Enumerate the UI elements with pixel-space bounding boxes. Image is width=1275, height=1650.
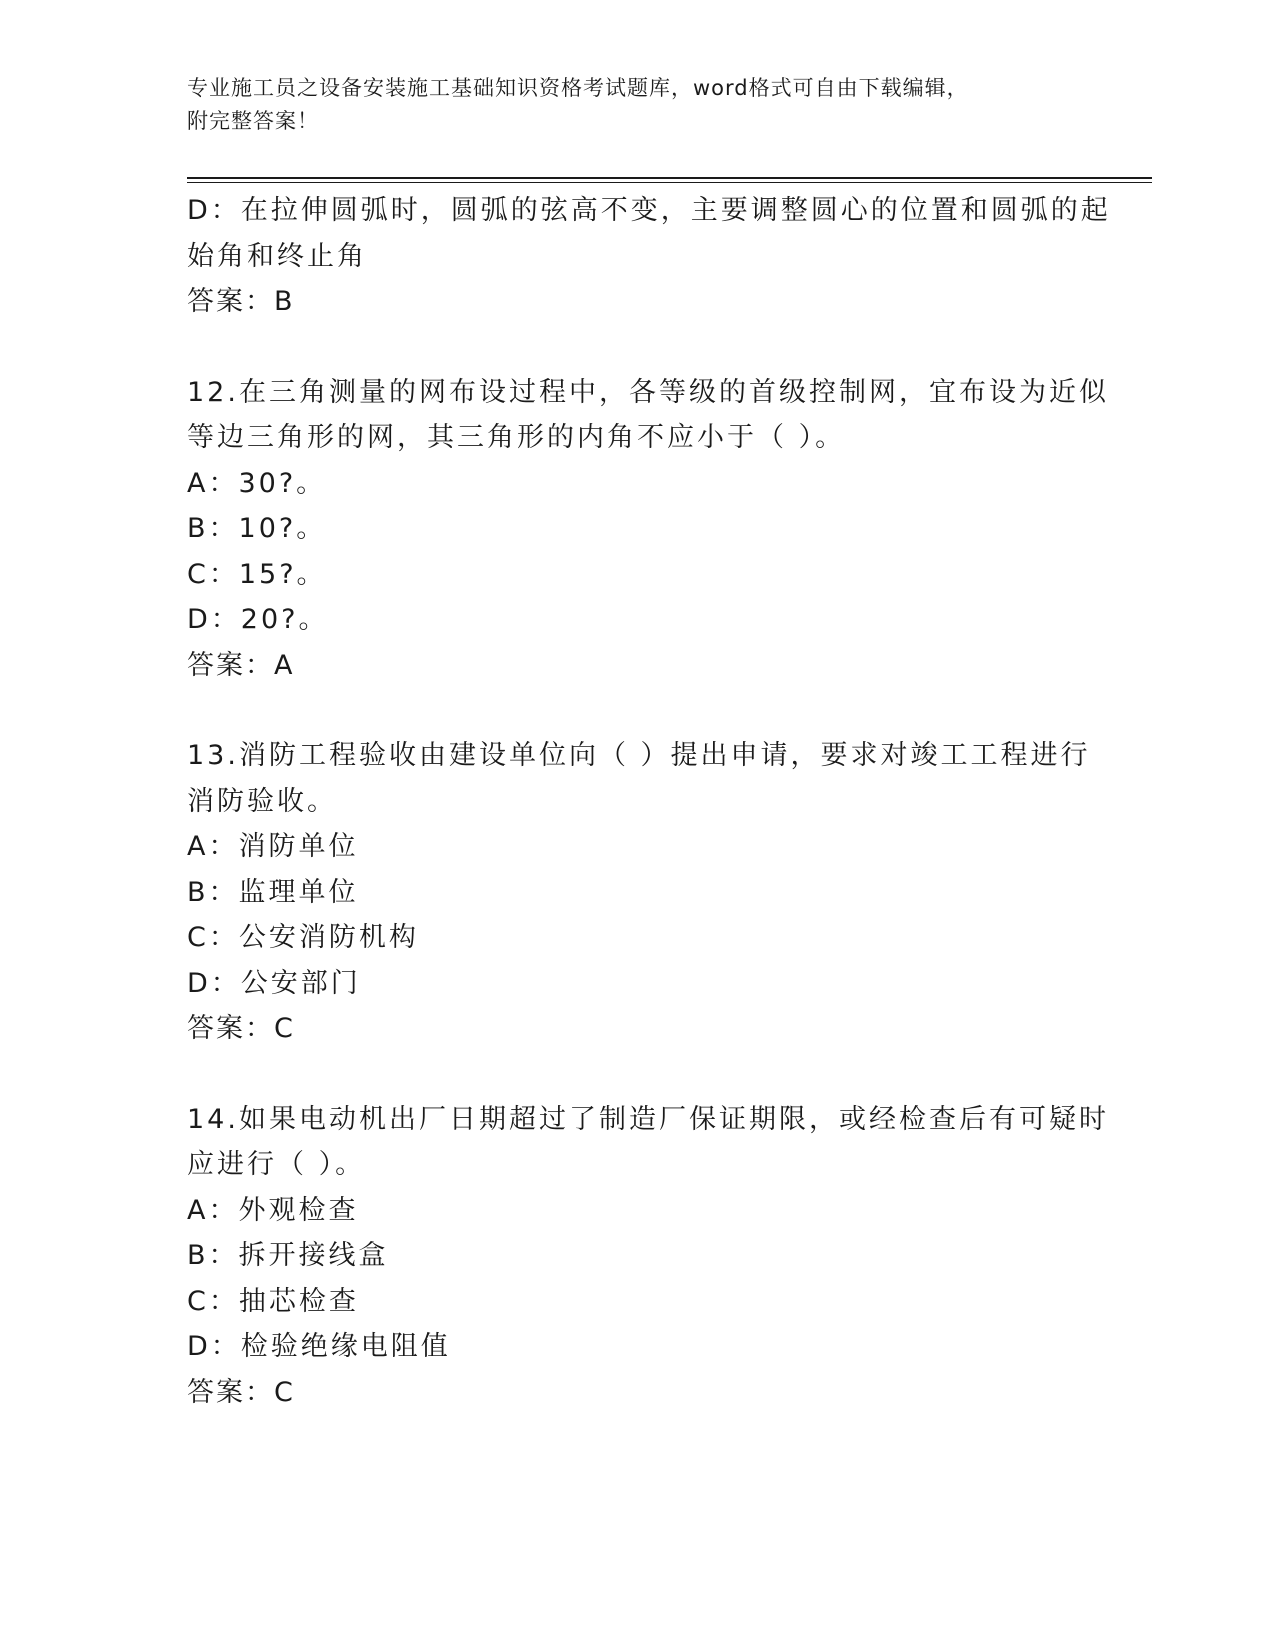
question-stem-line-1: 12.在三角测量的网布设过程中，各等级的首级控制网，宜布设为近似: [187, 376, 1109, 408]
option-a: A：外观检查: [187, 1194, 359, 1226]
option-b: B：监理单位: [187, 876, 359, 908]
option-d-line-1: D：在拉伸圆弧时，圆弧的弦高不变，主要调整圆心的位置和圆弧的起: [187, 195, 1111, 226]
question-stem-line-1: 13.消防工程验收由建设单位向（ ）提出申请，要求对竣工工程进行: [187, 740, 1091, 771]
answer-line: 答案：A: [187, 649, 295, 681]
header-title-line-1: 专业施工员之设备安装施工基础知识资格考试题库，word格式可自由下载编辑，: [187, 76, 969, 100]
document-body: [187, 188, 1111, 1415]
option-b: B：拆开接线盒: [187, 1240, 389, 1271]
spacer: [187, 688, 1087, 733]
header-title-line-2: 附完整答案！: [187, 109, 319, 133]
option-c: C：公安消防机构: [187, 922, 419, 953]
answer-line: 答案：C: [187, 1376, 295, 1408]
question-stem-line-1: 14.如果电动机出厂日期超过了制造厂保证期限，或经检查后有可疑时: [187, 1103, 1109, 1135]
question-14: [187, 1097, 1109, 1416]
option-a: A：消防单位: [187, 831, 359, 862]
option-c: C：抽芯检查: [187, 1285, 359, 1317]
option-c: C：15?。: [187, 558, 327, 590]
question-12: [187, 370, 1109, 689]
document-header: [187, 72, 1067, 138]
header-divider-thick: [187, 177, 1152, 179]
option-d: D：20?。: [187, 604, 329, 635]
question-13: [187, 733, 1091, 1052]
spacer: [187, 1052, 1087, 1097]
header-divider-thin: [187, 182, 1152, 183]
option-d: D：公安部门: [187, 967, 361, 999]
question-stem-line-2: 等边三角形的网，其三角形的内角不应小于（ ）。: [187, 422, 846, 453]
option-d-line-2: 始角和终止角: [187, 240, 367, 272]
question-stem-line-2: 应进行（ ）。: [187, 1149, 366, 1180]
option-d: D：检验绝缘电阻值: [187, 1331, 451, 1362]
option-b: B：10?。: [187, 513, 327, 544]
question-stem-line-2: 消防验收。: [187, 785, 337, 817]
answer-line: 答案：B: [187, 286, 295, 317]
question-11-continuation: [187, 188, 1111, 325]
spacer: [187, 325, 1087, 370]
option-a: A：30?。: [187, 467, 327, 499]
answer-line: 答案：C: [187, 1013, 295, 1044]
